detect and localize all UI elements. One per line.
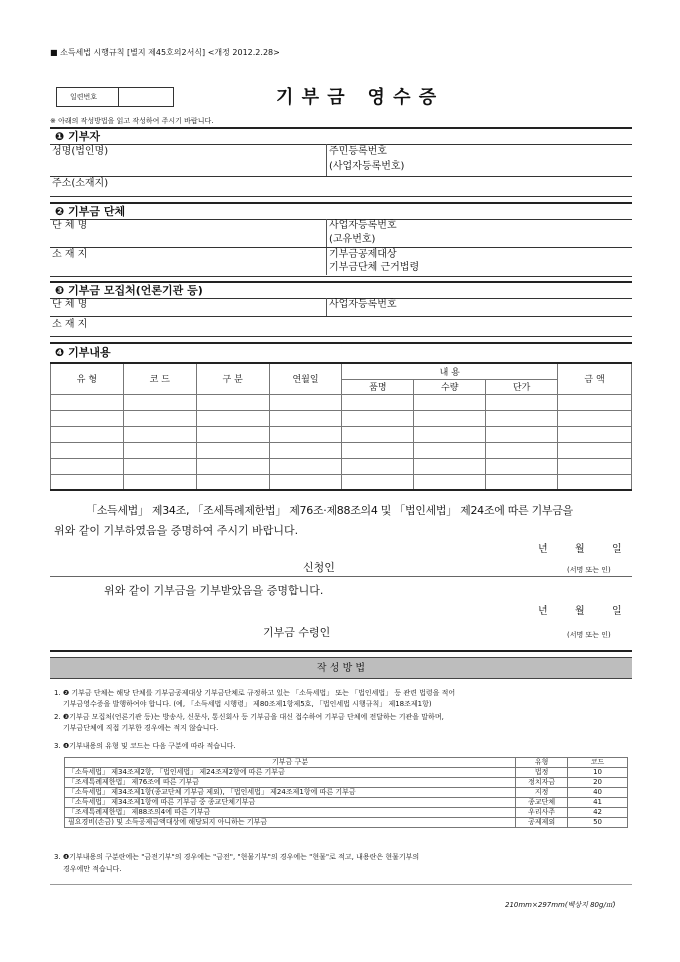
method-item-1b: 기부금영수증을 발행하여야 합니다. (예, 「소득세법 시행령」 제80조제1항제5호, 「법인세법 시행규칙」 제18조제1항) (63, 700, 432, 708)
date2-month-label: 월 (575, 606, 585, 617)
donor-address-label: 주소(소재지) (52, 178, 109, 189)
col-date: 연월일 (269, 363, 342, 394)
table-row: 「소득세법」 제34조제2항, 「법인세법」 제24조제2항에 따른 기부금 법정 10 (65, 768, 628, 778)
collector-bizno-input[interactable] (420, 299, 630, 315)
donor-id-label: 주민등록번호 (329, 146, 387, 157)
applicant-signature-field[interactable] (360, 558, 560, 576)
code-col-type: 유형 (516, 758, 568, 768)
method-item-1a: 1. ❷ 기부금 단체는 해당 단체를 기부금공제대상 기부금단체로 규정하고 있는 「소득세법」 또는 「법인세법」 등 관련 법령을 적어 (54, 689, 456, 697)
donor-name-input[interactable] (120, 145, 324, 175)
code-col-code: 코드 (568, 758, 628, 768)
receiver-sign-label: (서명 또는 인) (567, 631, 611, 639)
table-row[interactable] (51, 474, 632, 490)
form-header-note: ■ 소득세법 시행규칙 [별지 제45호의2서식] <개정 2012.2.28> (50, 48, 280, 57)
paper-spec-footer: 210mm×297mm(백상지 80g/㎡) (505, 901, 616, 909)
table-row[interactable] (51, 394, 632, 410)
donation-items-table (50, 362, 632, 491)
content-section-title: ❹ 기부내용 (55, 346, 111, 359)
table-row: 「조세특례제한법」 제76조에 따른 기부금 정치자금 20 (65, 778, 628, 788)
date-month-label: 월 (575, 544, 585, 555)
collector-location-input[interactable] (120, 317, 630, 335)
donor-address-input[interactable] (120, 177, 630, 193)
method-title: 작 성 방 법 (316, 663, 366, 674)
org-location-label: 소 재 지 (52, 249, 88, 260)
received-statement: 위와 같이 기부금을 기부받았음을 증명합니다. (104, 584, 324, 597)
serial-input[interactable] (120, 88, 173, 106)
date2-day-label: 일 (612, 606, 622, 617)
table-row: 「조세특례제한법」 제88조의4에 따른 기부금 우리사주 42 (65, 808, 628, 818)
table-row: 「소득세법」 제34조제1항에 따른 기부금 중 종교단체기부금 종교단체 41 (65, 798, 628, 808)
org-basis-label: 기부금공제대상 (329, 249, 397, 260)
org-bizno-input[interactable] (420, 220, 630, 246)
col-class: 구 분 (196, 363, 269, 394)
col-qty: 수량 (414, 379, 486, 394)
org-location-input[interactable] (120, 248, 324, 274)
applicant-sign-label: (서명 또는 인) (567, 566, 611, 574)
serial-number-box (56, 87, 174, 107)
collector-bizno-label: 사업자등록번호 (329, 299, 397, 310)
statement-line-1: 「소득세법」 제34조, 「조세특례제한법」 제76조·제88조의4 및 「법인세법」 제24조에 따른 기부금을 (86, 504, 573, 517)
col-amount: 금 액 (558, 363, 632, 394)
applicant-label: 신청인 (303, 561, 335, 574)
donor-name-label: 성명(법인명) (52, 146, 109, 157)
table-row[interactable] (51, 458, 632, 474)
method-item-3: 3. ❹기부내용의 유형 및 코드는 다음 구분에 따라 적습니다. (54, 742, 236, 750)
receiver-signature-field[interactable] (360, 622, 560, 640)
instruction-note: ※ 아래의 작성방법을 읽고 작성하여 주시기 바랍니다. (50, 117, 214, 125)
collector-location-label: 소 재 지 (52, 319, 88, 330)
table-row[interactable] (51, 442, 632, 458)
page-title: 기 부 금 영 수 증 (276, 87, 438, 108)
table-row: 필요경비(손금) 및 소득공제금액대상에 해당되지 아니하는 기부금 공제제외 50 (65, 818, 628, 828)
collector-name-label: 단 체 명 (52, 299, 88, 310)
org-name-input[interactable] (120, 220, 324, 246)
method-item-4a: 3. ❹기부내용의 구분란에는 "금전기부"의 경우에는 "금전", "현물기부"의 경우에는 "현물"로 적고, 내용란은 현물기부의 (54, 853, 420, 861)
collector-section-title: ❸ 기부금 모집처(언론기관 등) (55, 284, 203, 297)
receiver-label: 기부금 수령인 (263, 626, 331, 639)
col-type: 유 형 (51, 363, 124, 394)
org-bizno-label-2: (고유번호) (329, 234, 376, 245)
method-title-bar (50, 657, 632, 679)
date-day-label: 일 (612, 544, 622, 555)
donor-id-input[interactable] (420, 145, 630, 175)
org-basis-input[interactable] (440, 248, 630, 274)
statement-line-2: 위와 같이 기부하였음을 증명하여 주시기 바랍니다. (54, 524, 299, 537)
table-row[interactable] (51, 410, 632, 426)
org-basis-label-2: 기부금단체 근거법령 (329, 262, 420, 273)
collector-name-input[interactable] (120, 299, 324, 315)
code-table (64, 757, 628, 828)
donor-id-label-2: (사업자등록번호) (329, 161, 405, 172)
col-code: 코 드 (123, 363, 196, 394)
col-content: 내 용 (342, 363, 558, 379)
col-item: 품명 (342, 379, 414, 394)
code-col-category: 기부금 구분 (65, 758, 516, 768)
serial-label: 일련번호 (70, 93, 98, 101)
method-item-2b: 기부금단체에 직접 기부한 경우에는 적지 않습니다. (63, 724, 219, 732)
method-item-2a: 2. ❸기부금 모집처(언론기관 등)는 방송사, 신문사, 통신회사 등 기부금을 대신 접수하여 기부금 단체에 전달하는 기관을 말하며, (54, 713, 444, 721)
org-bizno-label: 사업자등록번호 (329, 220, 397, 231)
org-section-title: ❷ 기부금 단체 (55, 205, 126, 218)
date-year-label: 년 (538, 544, 548, 555)
donor-section-title: ❶ 기부자 (55, 130, 101, 143)
table-row: 「소득세법」 제34조제1항(종교단체 기부금 제외), 「법인세법」 제24조제1항에 따른 기부금 지정 40 (65, 788, 628, 798)
col-price: 단가 (486, 379, 558, 394)
org-name-label: 단 체 명 (52, 220, 88, 231)
date2-year-label: 년 (538, 606, 548, 617)
table-row[interactable] (51, 426, 632, 442)
method-item-4b: 경우에만 적습니다. (63, 865, 122, 873)
